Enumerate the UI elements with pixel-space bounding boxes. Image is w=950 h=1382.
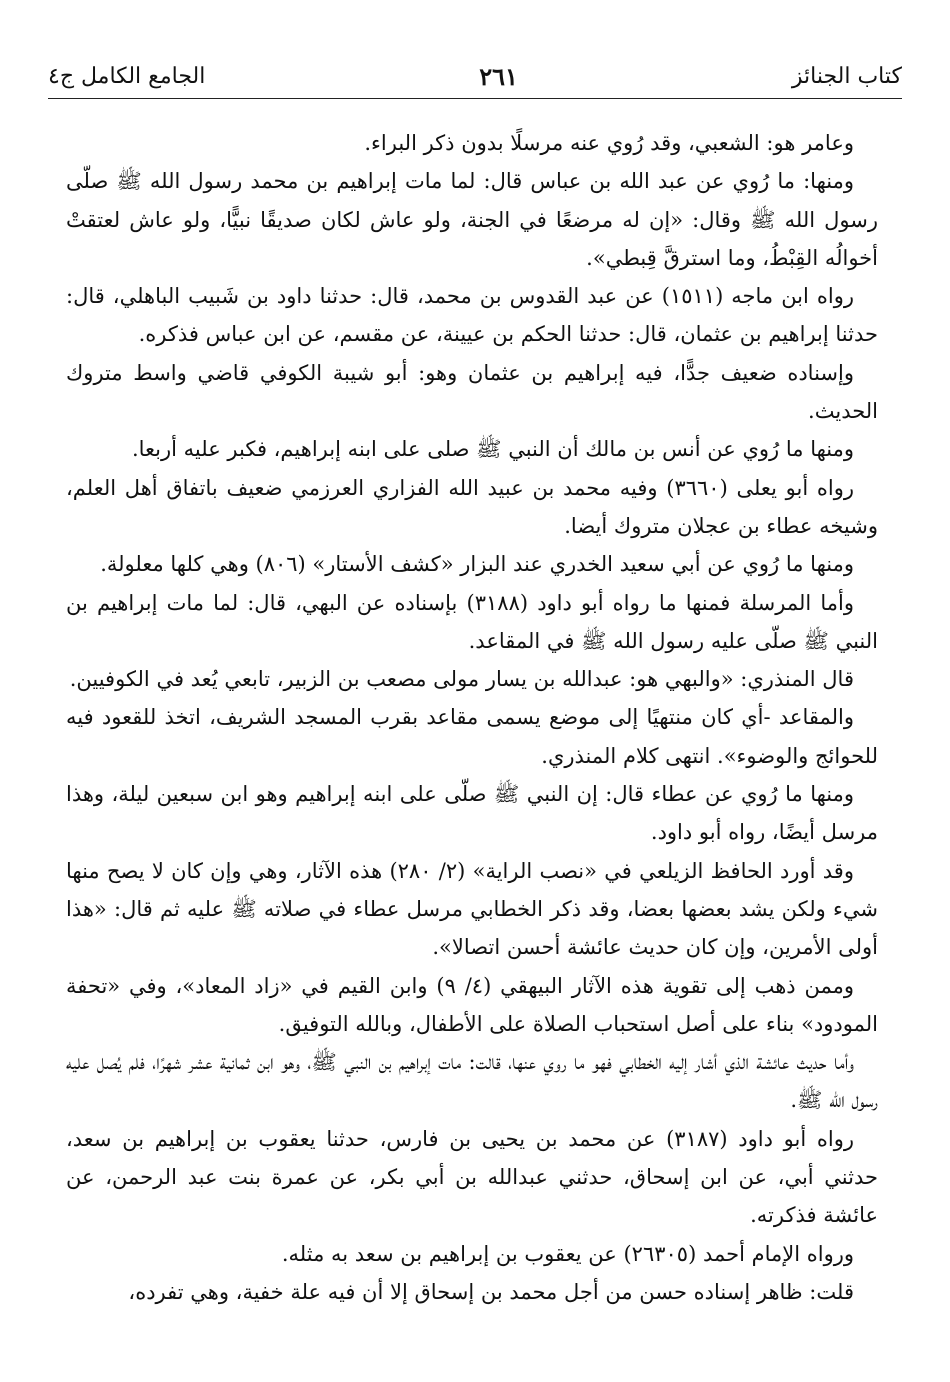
body-text [66,124,878,1311]
paragraph: ومنها: ما رُوي عن عبد الله بن عباس قال: لما مات إبراهيم بن محمد رسول الله ﷺ صلّى رسول الله ﷺ وقال: «إن له مرضعًا في الجنة، ولو عاش لكان صديقًا نبيًّا، ولو عاش لعتقتْ أخوالُه القِبْطُ، وما استرقَّ قِبطي». [66,169,878,270]
paragraph: وأما المرسلة فمنها ما رواه أبو داود (٣١٨٨) بإسناده عن البهي، قال: لما مات إبراهيم بن النبي ﷺ صلّى عليه رسول الله ﷺ في المقاعد. [66,590,878,653]
paragraph: رواه أبو داود (٣١٨٧) عن محمد بن يحيى بن فارس، حدثنا يعقوب بن إبراهيم بن سعد، حدثني أبي، عن ابن إسحاق، حدثني عبدالله بن أبي بكر، عن عمرة بنت عبد الرحمن، عن عائشة فذكرته. [66,1126,878,1228]
paragraph: وممن ذهب إلى تقوية هذه الآثار البيهقي (٤/ ٩) وابن القيم في «زاد المعاد»، وفي «تحفة المودود» بناء على أصل استحباب الصلاة على الأطفال، وبالله التوفيق. [66,973,878,1036]
paragraph: ومنها ما رُوي عن أنس بن مالك أن النبي ﷺ صلى على ابنه إبراهيم، فكبر عليه أربعا. [131,437,854,462]
paragraph: والمقاعد -أي كان منتهيًا إلى موضع يسمى مقاعد بقرب المسجد الشريف، اتخذ للقعود فيه للحوائج والوضوء». انتهى كلام المنذري. [66,705,878,768]
paragraph: وقد أورد الحافظ الزيلعي في «نصب الراية» (٢/ ٢٨٠) هذه الآثار، وهي وإن كان لا يصح منها شيء ولكن يشد بعضها بعضا، وقد ذكر الخطابي مرسل عطاء في صلاته ﷺ عليه ثم قال: «هذا أولى الأمرين، وإن كان حديث عائشة أحسن اتصالا». [66,858,878,960]
paragraph: قال المنذري: «والبهي هو: عبدالله بن يسار مولى مصعب بن الزبير، تابعي يُعد في الكوفيين. [69,667,854,692]
paragraph: رواه ابن ماجه (١٥١١) عن عبد القدوس بن محمد، قال: حدثنا داود بن شَبيب الباهلي، قال: حدثنا إبراهيم بن عثمان، قال: حدثنا الحكم بن عيينة، عن مقسم، عن ابن عباس فذكره. [66,284,878,347]
book-title: الجامع الكامل ج٤ [48,63,206,89]
paragraph: قلت: ظاهر إسناده حسن من أجل محمد بن إسحاق إلا أن فيه علة خفية، وهي تفرده، [128,1279,854,1304]
chapter-title: كتاب الجنائز [791,63,902,89]
paragraph: ورواه الإمام أحمد (٢٦٣٠٥) عن يعقوب بن إبراهيم بن سعد به مثله. [281,1241,854,1266]
paragraph: رواه أبو يعلى (٣٦٦٠) وفيه محمد بن عبيد الله الفزاري العرزمي ضعيف باتفاق أهل العلم، وشيخه عطاء بن عجلان متروك أيضا. [66,475,878,538]
paragraph: ومنها ما رُوي عن أبي سعيد الخدري عند البزار «كشف الأستار» (٨٠٦) وهي كلها معلولة. [100,552,854,577]
header-divider [48,98,902,99]
paragraph: وأما حديث عائشة الذي أشار إليه الخطابي فهو ما روي عنها، قالت: مات إبراهيم بن النبي ﷺ، وهو ابن ثمانية عشر شهرًا، فلم يُصل عليه رسول الله ﷺ. [66,1050,878,1113]
running-header [48,56,902,96]
paragraph: وإسناده ضعيف جدًّا، فيه إبراهيم بن عثمان وهو: أبو شيبة الكوفي قاضي واسط متروك الحديث. [66,360,878,424]
paragraph: ومنها ما رُوي عن عطاء قال: إن النبي ﷺ صلّى على ابنه إبراهيم وهو ابن سبعين ليلة، وهذا مرسل أيضًا، رواه أبو داود. [66,782,878,845]
paragraph: وعامر هو: الشعبي، وقد رُوي عنه مرسلًا بدون ذكر البراء. [364,131,854,155]
page-number: ٢٦١ [479,61,518,91]
